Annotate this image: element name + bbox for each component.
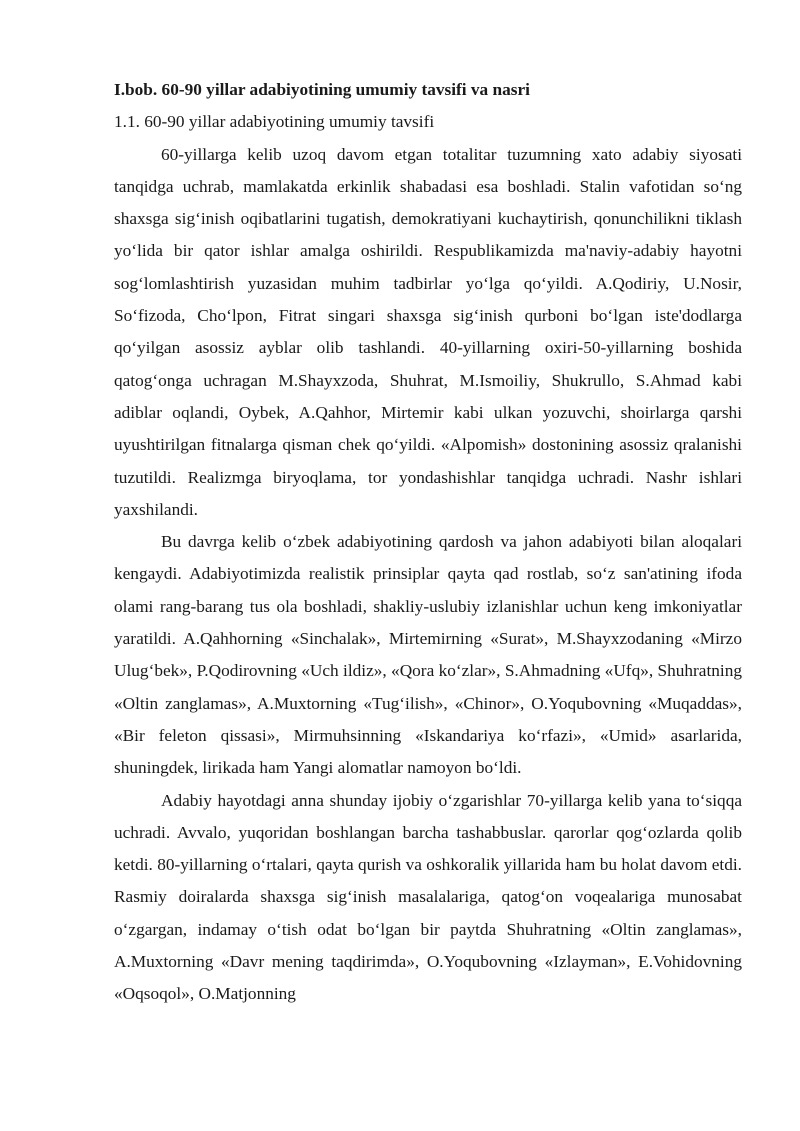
section-heading: 1.1. 60-90 yillar adabiyotining umumiy tavsifi bbox=[114, 112, 435, 132]
chapter-heading: I.bob. 60-90 yillar adabiyotining umumiy tavsifi va nasri bbox=[114, 80, 530, 99]
paragraph-1: 60-yillarga kelib uzoq davom etgan totalitar tuzumning xato adabiy siyosati tanqidga uchrab, mamlakatda erkinlik shabadasi esa boshladi. Stalin vafotidan so‘ng shaxsga sig‘inish oqibatlarini tugatish, demokratiyani kuchaytirish, qonunchilikni tiklash yo‘lida bir qator ishlar amalga oshirildi. Respublikamizda ma'naviy-adabiy hayotni sog‘lomlashtirish yuzasidan muhim tadbirlar yo‘lga qo‘yildi. A.Qodiriy, U.Nosir, So‘fizoda, Cho‘lpon, Fitrat singari shaxsga sig‘inish qurboni bo‘lgan iste'dodlarga qo‘yilgan asossiz ayblar olib tashlandi. 40-yillarning oxiri-50-yillarning boshida qatog‘onga uchragan M.Shayxzoda, Shuhrat, M.Ismoiliy, Shukrullo, S.Ahmad kabi adiblar oqlandi, Oybek, A.Qahhor, Mirtemir kabi ulkan yozuvchi, shoirlarga qarshi uyushtirilgan fitnalarga qisman chek qo‘yildi. «Alpomish» dostonining asossiz qralanishi tuzutildi. Realizmga biryoqlama, tor yondashishlar tanqidga uchradi. Nashr ishlari yaxshilandi. bbox=[114, 144, 742, 519]
paragraph-3: Adabiy hayotdagi anna shunday ijobiy o‘zgarishlar 70-yillarga kelib yana to‘siqqa uchradi. Avvalo, yuqoridan boshlangan barcha tashabbuslar. qarorlar qog‘ozlarda qolib ketdi. 80-yillarning o‘rtalari, qayta qurish va oshkoralik yillarida ham bu holat davom etdi. Rasmiy doiralarda shaxsga sig‘inish masalalariga, qatog‘on voqealariga munosabat o‘zgargan, indamay o‘tish odat bo‘lgan bir paytda Shuhratning «Oltin zanglamas», A.Muxtorning «Davr mening taqdirimda», O.Yoqubovning «Izlayman», E.Vohidovning «Oqsoqol», O.Matjonning bbox=[114, 790, 742, 1004]
document-body bbox=[114, 74, 742, 1011]
paragraph-2: Bu davrga kelib o‘zbek adabiyotining qardosh va jahon adabiyoti bilan aloqalari kengaydi. Adabiyotimizda realistik prinsiplar qayta qad rostlab, so‘z san'atining ifoda olami rang-barang tus ola boshladi, shakliy-uslubiy izlanishlar uchun keng imkoniyatlar yaratildi. A.Qahhorning «Sinchalak», Mirtemirning «Surat», M.Shayxzodaning «Mirzo Ulug‘bek», P.Qodirovning «Uch ildiz», «Qora ko‘zlar», S.Ahmadning «Ufq», Shuhratning «Oltin zanglamas», A.Muxtorning «Tug‘ilish», «Chinor», O.Yoqubovning «Muqaddas», «Bir feleton qissasi», Mirmuhsinning «Iskandariya ko‘rfazi», «Umid» asarlarida, shuningdek, lirikada ham Yangi alomatlar namoyon bo‘ldi. bbox=[114, 532, 742, 778]
